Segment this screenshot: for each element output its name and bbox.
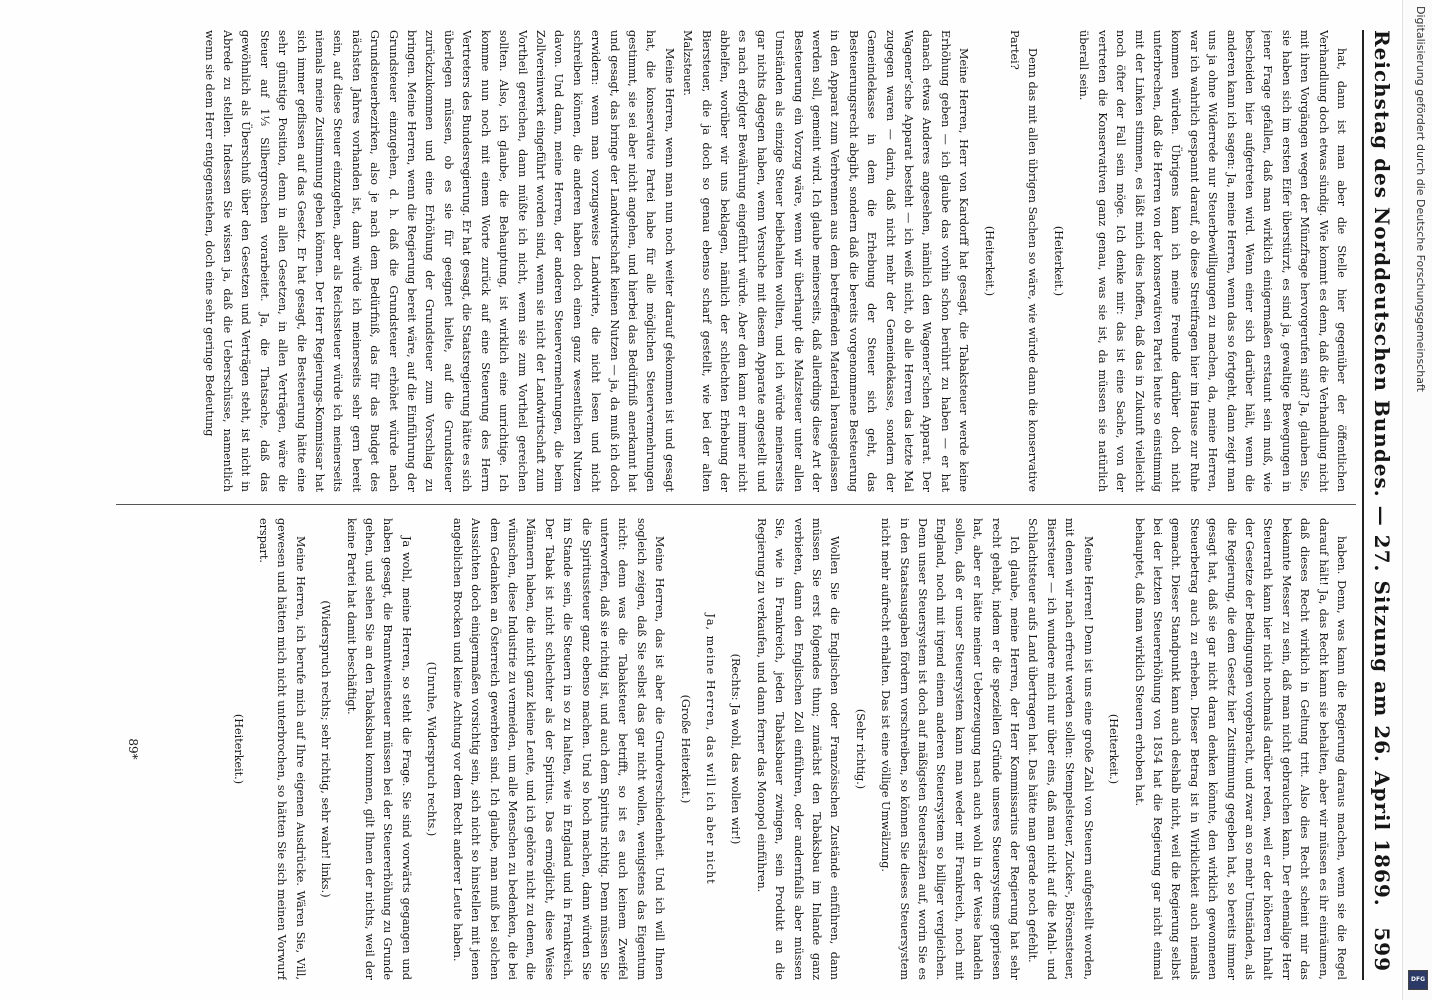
rotated-page-content <box>100 30 1400 980</box>
running-title: Reichstag des Norddeutschen Bundes. — 27. Sitzung am 26. April 1869. <box>1370 30 1394 907</box>
interjection: (Heiterkeit.) <box>982 225 996 297</box>
paragraph: Denn das mit allen übrigen Sachen so wäre, wie würde dann die konservative Partei? <box>1008 30 1040 492</box>
interjection: (Heiterkeit.) <box>1107 713 1121 785</box>
page-header <box>1362 30 1400 980</box>
paragraph: Meine Herren, wenn man nun noch weiter darauf gekommen ist und gesagt hat, die konservative Partei habe für alle möglichen Steuervermehrungen gestimmt, sie sei aber nicht angehen, und hierbei das Bedürfniß anerkannt hat und gesagt, das bringe der Landwirtschaft keinen Nutzen — ja, da muß ich doch erwidern: wenn man vorzugsweise Landwirte, die nicht lesen und nicht schreiben können, die anderen haben doch einen ganz wesentlichen Nutzen davon. Und dann, meine Herren, der anderen Steuervermehrungen, die beim Zollvereinwerk eingeführt worden sind, wenn sie nicht der Landwirtschaft zum Vortheil gereichen, dann müßte ich nicht, wenn sie zum Vortheil gereichen sollten. Also, ich glaube, die Behauptung, ist wirklich eine unrichtige. Ich komme nun noch mit einem Worte zurück auf eine Steuerung des Herrn Vertreters des Bundesregierung. Er hat gesagt, die Staatsregierung hätte es sich überlegen müssen, ob es sie für geeignet hielte, auf die Grundsteuer zurückzukommen und eine Erhöhung der Grundsteuer zum Vorschlag zu bringen. Meine Herren, wenn die Regierung bereit wäre, auf die Einführung der Grundsteuer einzugehen, d. h. daß die Grundsteuer erhöhet würde nach Grundsteuerbezirken, also je nach dem Bedürfniß, das für das Budget des nächsten Jahres vorhanden ist, dann würde ich meinerseits sehr gern bereit sein, auf diese Steuer einzugehen, aber als Reichssteuer würde ich meinerseits niemals meine Zustimmung geben können. Der Herr Regierungs-Kommissar hat sich immer geflissen auf das Gesetz. Er hat gesagt, die Besteuerung hätte eine sehr günstige Position, denn in allen Gesetzen, in allen Verträgen, wäre die Steuer auf 1⅓ Silbergroschen vorarbeitet. Ja, die Thatsache, daß das gewöhnlich als Überschuß über den Gesetzen und Verträgen steht, ist nicht in Abrede zu stellen. Indessen Sie wissen ja, daß die Ueberschüsse, namentlich wenn sie dem Herr entgegenstehen, doch eine sehr geringe Bedeutung <box>202 30 676 492</box>
interjection: (Heiterkeit.) <box>231 713 245 785</box>
paragraph: hat, dann ist man aber die Stelle hier gegenüber der öffentlichen Verhandlung doch etwas sündig. Wie kommt es denn, daß die Verhandlung nicht mit ihren Vorgängen wegen der Münzfrage hervorgerufen sind? Ja, glauben Sie, sie haben sich im ersten Eifer überstürzt, es sind ja, gewaltige Bewegungen in jener Frage gefallen, daß man wirklich einigermaßen erstaunt sein muß, wie bescheiden hier aufgetreten wird. Wenn einer sich darüber hält, wenn die anderen kann ich sagen: Ja, meine Herren, wenn das so fortgeht, dann zeigt man uns ja ohne Widerrede nur Steuerbewilligungen zu machen, da, meine Herren, war ich wahrlich gespannt darauf, ob diese Streitfragen hier im Hause zur Ruhe kommen würden. Übrigens kann ich meine Freunde darüber doch nicht unterbrechen, daß die Herren von der konservativen Partei heute so einstimmig mit der Linken stimmen, es läßt mich dies hoffen, daß das in Zukunft vielleicht noch öfter der Fall sein möge. Ich denke mir: das ist eine Sache, von der vertreten die Konservativen ganz genau, was sie ist, da müssen sie natürlich überall sein. <box>1077 30 1348 492</box>
interjection: (Widerspruch rechts; sehr richtig, sehr wahr! links.) <box>319 600 333 898</box>
interjection: (Heiterkeit.) <box>1051 225 1065 297</box>
interjection: (Rechts: Ja wohl, das wollen wir!) <box>729 653 743 845</box>
left-text-column <box>110 30 1350 492</box>
paragraph: Meine Herren, das ist aber die Grundverschiedenheit. Und ich will Ihnen sogleich zeigen, daß Sie selbst das gar nicht wollen, wenigstens das Eigentum nicht: denn was die Tabaksteuer betrifft, so ist es auch keinem Zweifel unterworfen, daß sie richtig ist, und auch dem Spiritus richtig. Denn müssen Sie die Spiritussteuer ganz ebenso machen. Und so hoch machen, dann würden Sie im Stande sein, die Steuern in so zu halten, wie in England und in Frankreich. Der Tabak ist nicht schlechter als der Spiritus. Das ermöglicht, diese Weise Männern haben, die nicht ganz kleine Leute, und ich gehöre nicht zu denen, die wünschen, diese Industrie zu vermeiden, um alle Menschen zu bedenken, die bei dem Gedanken an Österreich gewerbten sind. Ich glaube, man muß bei solchen Aussichten doch einigermaßen vorsichtig sein, sich nicht so hinstellen mit jenen angeblichen Brocken und keine Achtung vor dem Recht anderer Leute haben. <box>450 518 667 980</box>
interjection: (Große Heiterkeit.) <box>678 694 692 804</box>
paragraph: Meine Herren, ich berufe mich auf Ihre eigenen Ausdrücke. Wären Sie, Vill, gewesen und hätten mich nicht unterbrochen, so hätten Sie sich meinen Vorwurf erspart. <box>257 518 307 980</box>
dfg-logo-text: DFG <box>1410 976 1425 983</box>
funding-credit: Digitalisierung gefördert durch die Deutsche Forschungsgemeinschaft <box>1414 6 1427 392</box>
interjection: (Unruhe, Widerspruch rechts.) <box>425 661 439 837</box>
column-divider <box>116 504 1356 505</box>
paragraph: Ich glaube, meine Herren, der Herr Kommissarius der Regierung hat sehr recht gehabt, indem er die speziellen Gründe unseres Steuersystems gepriesen hat, aber er hätte meiner Ueberzeugung nach auch wohl in der Weise handeln sollen, daß er unser Steuersystem kann man weder mit Frankreich, noch mit England, noch mit irgend einem anderen Steuersystem so billiger vergleichen. Denn unser Steuersystem ist doch auf mäßigsten Steuersätzen auf, worin Sie es in den Staatsausgaben fördern vorschreiben, so können Sie dieses Steuersystem nicht mehr aufrecht erhalten. Das ist eine völlige Umwälzung. <box>879 518 1022 980</box>
interjection: Ja, meine Herren, das will ich aber nicht <box>704 613 717 885</box>
paragraph: Meine Herren, Herr von Kardorff hat gesagt, die Tabaksteuer werde keine Erhöhung geben — ich glaube das vorhin schon berührt zu haben — er hat danach etwas Anderes angesehen, nämlich den Wagener’schen Apparat. Der Wagener’sche Apparat besteht — ich weiß nicht, ob alle Herren das letzte Mal zugegen waren — darin, daß nicht mehr der Gemeindekasse, sondern der Gemeindekasse in dem die Erhebung der Steuer sich geht, das Besteuerungsrecht abgibt, sondern daß die bereits vorgenommene Besteuerung in den Apparat zum Verbrennen aus dem betreffenden Material herausgelassen werden soll, gemeint wird. Ich glaube meinerseits, daß allerdings diese Art der Besteuerung ein Vorzug wäre, wenn wir überhaupt die Malzsteuer unter allen Umständen als einzige Steuer beibehalten wollten, und ich würde meinerseits gar nichts dagegen haben, wenn Versuche mit diesem Apparate angestellt und es nach erfolgter Bewährung eingeführt würde. Aber dem kann er immer nicht abhelfen, worüber wir uns beklagen, nämlich der schlechten Erhebung der Biersteuer, die ja doch so genau ebenso scharf gestellt, wie bei der alten Malzsteuer. <box>681 30 971 492</box>
dfg-logo-icon <box>1408 970 1428 990</box>
paragraph: Meine Herren! Denn ist uns eine große Zahl von Steuern aufgestellt worden, mit denen wir nach erfreut werden sollen: Stempelsteuer, Zucker-, Börsensteuer, Biersteuer — ich wundere mich nur über eins, daß man nicht auf die Mahl- und Schlachtsteuer aufs Land übertragen hat. Das hätte man gerade noch gefehlt. <box>1026 518 1095 980</box>
signature-mark: 89* <box>126 738 140 760</box>
paragraph: Ja wohl, meine Herren, so steht die Frage. Sie sind vorwärts gegangen und haben gesagt, die Branntweinsteuer müssen bei der Steuererhöhung zu Grunde gehen, und sehen Sie an den Tabaksbau kommen, gilt Ihnen der nichts, weil der keine Partei hat damit beschäftigt. <box>344 518 413 980</box>
paragraph: Wollen Sie die Englischen oder Französischen Zustände einführen, dann müssen Sie erst folgendes thun; zunächst den Tabaksbau im Inlande ganz verbieten, dann den Englischen Zoll einführen, oder andernfalls aber müssen Sie, wie in Frankreich, jeden Tabaksbauer zwingen, sein Produkt an die Regierung zu verkaufen, und dann ferner das Monopol einführen. <box>754 518 842 980</box>
right-text-column <box>110 518 1350 980</box>
paragraph: haben. Denn, was kann die Regierung daraus machen, wenn sie die Regel darauf hält! Ja, das Recht kann sie behalten, aber wir müssen es ihr einräumen, daß dieses Recht wirklich in Geltung tritt. Also dies Recht scheint mir das bekannte Messer zu sein, daß man nicht gebrauchen kann. Der ehemalige Herr Steuerrath kann hier nicht nochmals darüber reden, weil er der höheren Inhalt der Gesetze der Bedingungen vorgebracht, und zwar an so mehr Umständen, als die Regierung, die dem Gesetz hier Zustimmung gegeben hat, so bereits immer gesagt hat, daß sie gar nicht daran denken könnte, den wirklich gewonnenen Steuerbetrag auch zu erheben. Dieser Betrag ist in Wirklichkeit auch niemals gemacht. Dieser Standpunkt kann auch deshalb nicht, weil die Regierung selbst bei der letzten Steuererhöhung von 1854 hat die Regierung gar nicht einmal behauptet, daß man wirklich Steuern erhoben hat. <box>1132 518 1348 980</box>
interjection: (Sehr richtig.) <box>853 708 867 790</box>
page-number: 599 <box>1370 927 1394 972</box>
